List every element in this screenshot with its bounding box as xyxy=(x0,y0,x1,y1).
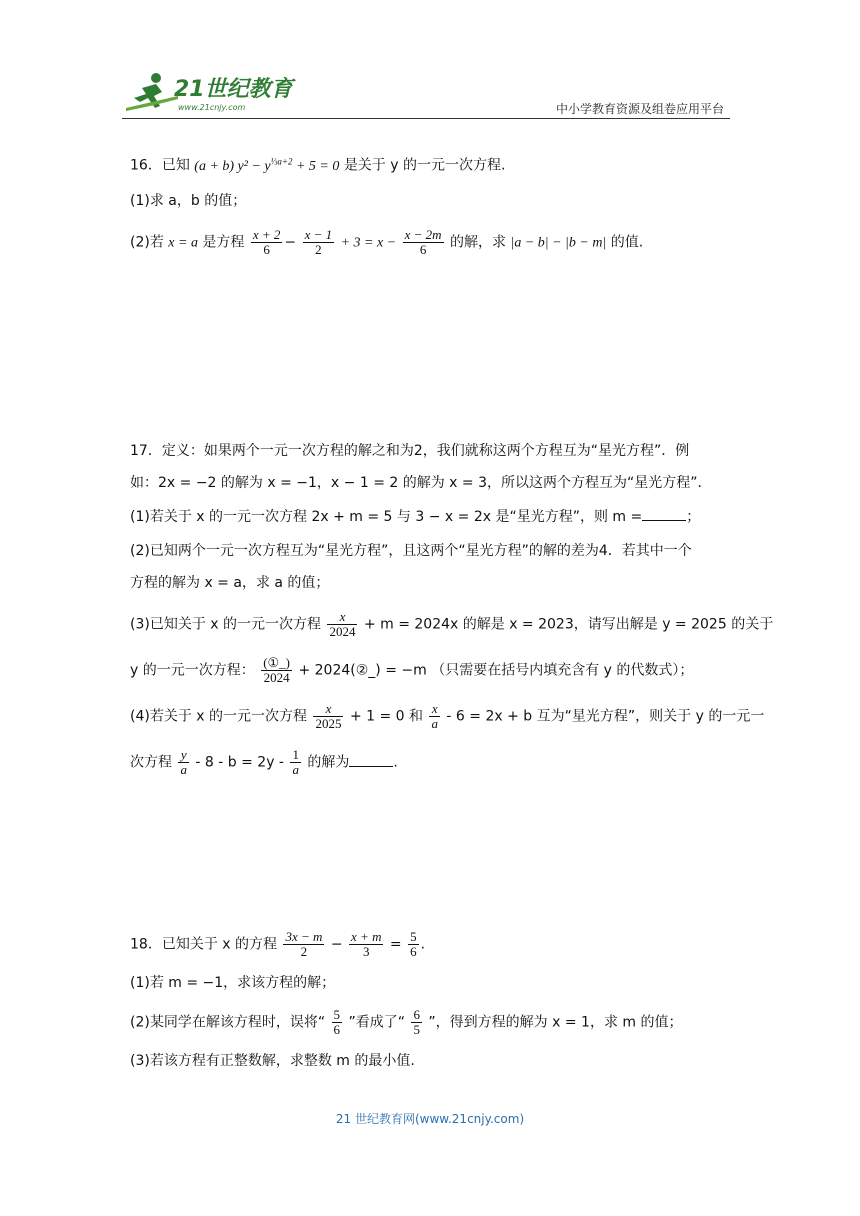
q16-part2: (2)若 x = a 是方程 $\frac{x + 2}{6}$ − $\frac{x - 1}{2}$ + 3 = x − $\frac{x - 2m}{6}$ 的解，求 |a − b| − |b − m| 的值. xyxy=(130,227,644,257)
q18-statement: 18．已知关于 x 的方程 $\frac{3x - m}{2}$ − $\frac{x + m}{3}$ = $\frac{5}{6}$ . xyxy=(130,929,426,959)
logo-runner-icon xyxy=(122,66,302,116)
answer-blank-2 xyxy=(349,752,393,767)
q17-part2: (2)已知两个一元一次方程互为“星光方程”，且这两个“星光方程”的解的差为4．若其中一个 xyxy=(130,543,692,559)
header-rule xyxy=(122,118,730,119)
q17-part4-cont: 次方程 $\frac{y}{a}$ - 8 - b = 2y - $\frac{1}{a}$ 的解为 . xyxy=(130,747,398,777)
page-footer[interactable]: 21 世纪教育网(www.21cnjy.com) xyxy=(335,1112,525,1126)
page-header xyxy=(122,66,730,118)
q17-part3-cont: y 的一元一次方程： $\frac{\text{(①\_)}}{2024}$ + 2024(②_) = −m （只需要在括号内填充含有 y 的代数式）； xyxy=(130,655,694,685)
q16-statement: 16．已知 (a + b) $y^2 - y^{\frac{1}{3}a+2} + 5 = 0$ 是关于 y 的一元一次方程. xyxy=(130,156,506,174)
q16-equation: (a + b) $y^2 - y^{\frac{1}{3}a+2} + 5 = 0$ xyxy=(194,156,340,174)
logo-text: 21世纪教育 xyxy=(174,77,293,102)
q17-line1: 17．定义：如果两个一元一次方程的解之和为2，我们就称这两个方程互为“星光方程”．例 xyxy=(130,443,690,459)
q17-line2: 如：2x = −2 的解为 x = −1，x − 1 = 2 的解为 x = 3，所以这两个方程互为“星光方程”． xyxy=(130,475,712,491)
answer-blank-1 xyxy=(642,506,686,521)
q18-part2: (2)某同学在解该方程时，误将“ $\frac{5}{6}$ ”看成了“ $\frac{6}{5}$ ”，得到方程的解为 x = 1，求 m 的值； xyxy=(130,1007,683,1037)
brand-tagline: 中小学教育资源及组卷应用平台 xyxy=(555,102,724,116)
q18-part1: (1)若 m = −1，求该方程的解； xyxy=(130,975,336,991)
q18-part3: (3)若该方程有正整数解，求整数 m 的最小值. xyxy=(130,1053,415,1069)
q17-part3: (3)已知关于 x 的一元一次方程 $\frac{x}{2024}$ + m = 2024x 的解是 x = 2023，请写出解是 y = 2025 的关于 xyxy=(130,609,774,639)
q17-part2-cont: 方程的解为 x = a，求 a 的值； xyxy=(130,575,330,591)
logo-url: www.21cnjy.com xyxy=(178,103,246,112)
q17-part4: (4)若关于 x 的一元一次方程 $\frac{x}{2025}$ + 1 = 0 和 $\frac{x}{a}$ - 6 = 2x + b 互为“星光方程”，则关于 y 的一元一 xyxy=(130,701,765,731)
q17-part1: (1)若关于 x 的一元一次方程 2x + m = 5 与 3 − x = 2x 是“星光方程”，则 m = ； xyxy=(130,506,700,528)
q16-part1: (1)求 a，b 的值； xyxy=(130,193,247,209)
